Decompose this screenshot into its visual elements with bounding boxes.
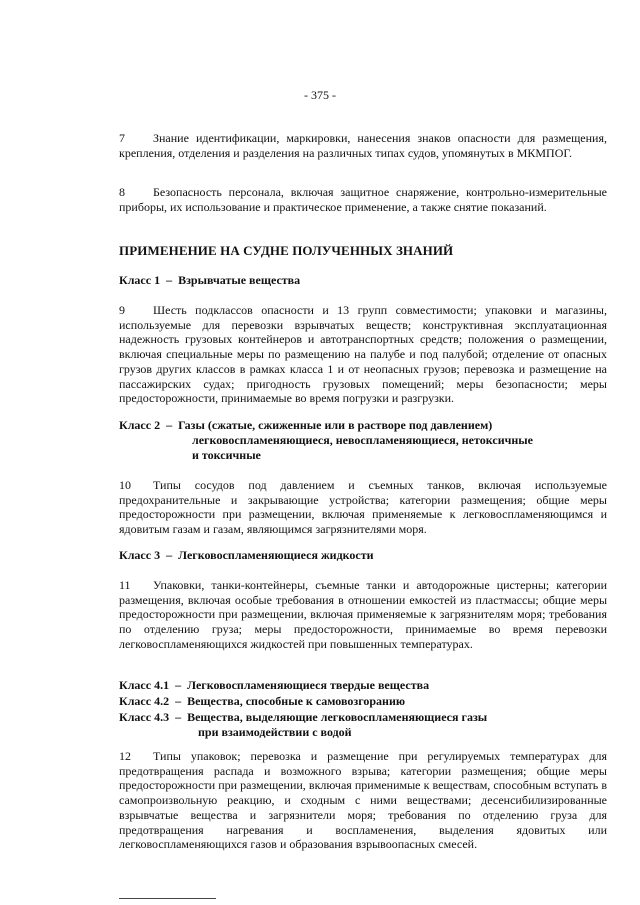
paragraph-number: 7 <box>119 131 125 145</box>
class-2-title-line-3: и токсичные <box>192 448 261 462</box>
dash: – <box>166 548 173 562</box>
paragraph-text: Типы сосудов под давлением и съемных танков, включая используемые предохранительные и закрывающие устройства; категории размещения; общие меры предосторожности при размещении, включая применяемые к легковоспламеняющимся и ядовитым газам и газам, являющимся загрязнителями моря. <box>119 478 607 537</box>
class-4-2-heading <box>119 694 405 709</box>
paragraph-number: 11 <box>119 578 131 592</box>
class-label: Класс 1 <box>119 273 161 287</box>
class-title-line-1: Вещества, выделяющие легковоспламеняющиеся газы <box>187 710 488 724</box>
class-title: Вещества, способные к самовозгоранию <box>187 694 406 708</box>
paragraph-text: Шесть подклассов опасности и 13 групп совместимости; упаковки и магазины, используемые для перевозки взрывчатых веществ; конструктивная эксплуатационная надежность грузовых контейнеров и автотранспортных средств; положения о размещении, включая специальные меры по размещению на палубе и под палубой; отделение от опасных грузов других классов в рамках класса 1 и от неопасных грузов; перевозка и размещение на пассажирских судах; пригодность грузовых помещений; меры безопасности; меры предосторожности, принимаемые во время погрузки и разгрузки. <box>119 303 607 406</box>
dash: – <box>166 273 173 287</box>
class-4-3-title-line-2: при взаимодействии с водой <box>198 725 352 739</box>
class-label: Класс 3 <box>119 548 161 562</box>
class-label: Класс 4.1 <box>119 678 170 692</box>
paragraph-number: 8 <box>119 185 125 199</box>
paragraph-text: Знание идентификации, маркировки, нанесения знаков опасности для размещения, крепления, отделения и разделения на различных типах судов, упомянутых в МКМПОГ. <box>119 131 607 160</box>
paragraph-number: 10 <box>119 478 131 492</box>
class-title: Взрывчатые вещества <box>178 273 301 287</box>
class-label: Класс 4.2 <box>119 694 170 708</box>
paragraph-text: Упаковки, танки-контейнеры, съемные танки и автодорожные цистерны; категории размещения, включая особые требования в отношении емкостей из пластмассы; общие меры предосторожности при размещении, включая применяемые к загрязнителям моря; требования по отделению груза; меры предосторожности, принимаемые во время перевозки легковоспламеняющихся жидкостей при повышенных температурах. <box>119 578 607 651</box>
dash: – <box>175 710 182 724</box>
dash: – <box>166 418 173 432</box>
class-4-1-heading <box>119 678 429 693</box>
class-1-heading <box>119 273 300 288</box>
paragraph-text: Безопасность персонала, включая защитное снаряжение, контрольно-измерительные приборы, их использование и практическое применение, а также снятие показаний. <box>119 185 607 214</box>
class-title: Легковоспламеняющиеся твердые вещества <box>187 678 430 692</box>
class-title-line-1: Газы (сжатые, сжиженные или в растворе под давлением) <box>178 418 493 432</box>
paragraph-8 <box>119 185 607 214</box>
paragraph-text: Типы упаковок; перевозка и размещение при регулируемых температурах для предотвращения распада и возможного взрыва; категории размещения; общие меры предосторожности при размещении, включая применимые к веществам, способным вступать в самопроизвольную реакцию, и сходным с ними веществами; десенсибилизированные взрывчатые вещества и загрязнители моря; требования по отделению груза для предотвращения нагревания и воспламенения, выделения ядовитых или легковоспламеняющихся газов и образования взрывоопасных смесей. <box>119 749 607 852</box>
paragraph-number: 12 <box>119 749 131 763</box>
class-2-heading <box>119 418 492 433</box>
class-label: Класс 4.3 <box>119 710 170 724</box>
section-heading: ПРИМЕНЕНИЕ НА СУДНЕ ПОЛУЧЕННЫХ ЗНАНИЙ <box>119 243 454 258</box>
paragraph-12 <box>119 749 607 852</box>
paragraph-7 <box>119 131 607 160</box>
class-4-3-heading <box>119 710 487 725</box>
dash: – <box>175 678 182 692</box>
paragraph-11 <box>119 578 607 652</box>
page-number: - 375 - <box>304 88 336 102</box>
class-2-title-line-2: легковоспламеняющиеся, невоспламеняющиеся, нетоксичные <box>192 433 533 447</box>
class-3-heading <box>119 548 374 563</box>
dash: – <box>175 694 182 708</box>
class-title: Легковоспламеняющиеся жидкости <box>178 548 374 562</box>
paragraph-10 <box>119 478 607 537</box>
footnote-separator <box>119 898 216 899</box>
paragraph-number: 9 <box>119 303 125 317</box>
paragraph-9 <box>119 303 607 406</box>
class-label: Класс 2 <box>119 418 161 432</box>
